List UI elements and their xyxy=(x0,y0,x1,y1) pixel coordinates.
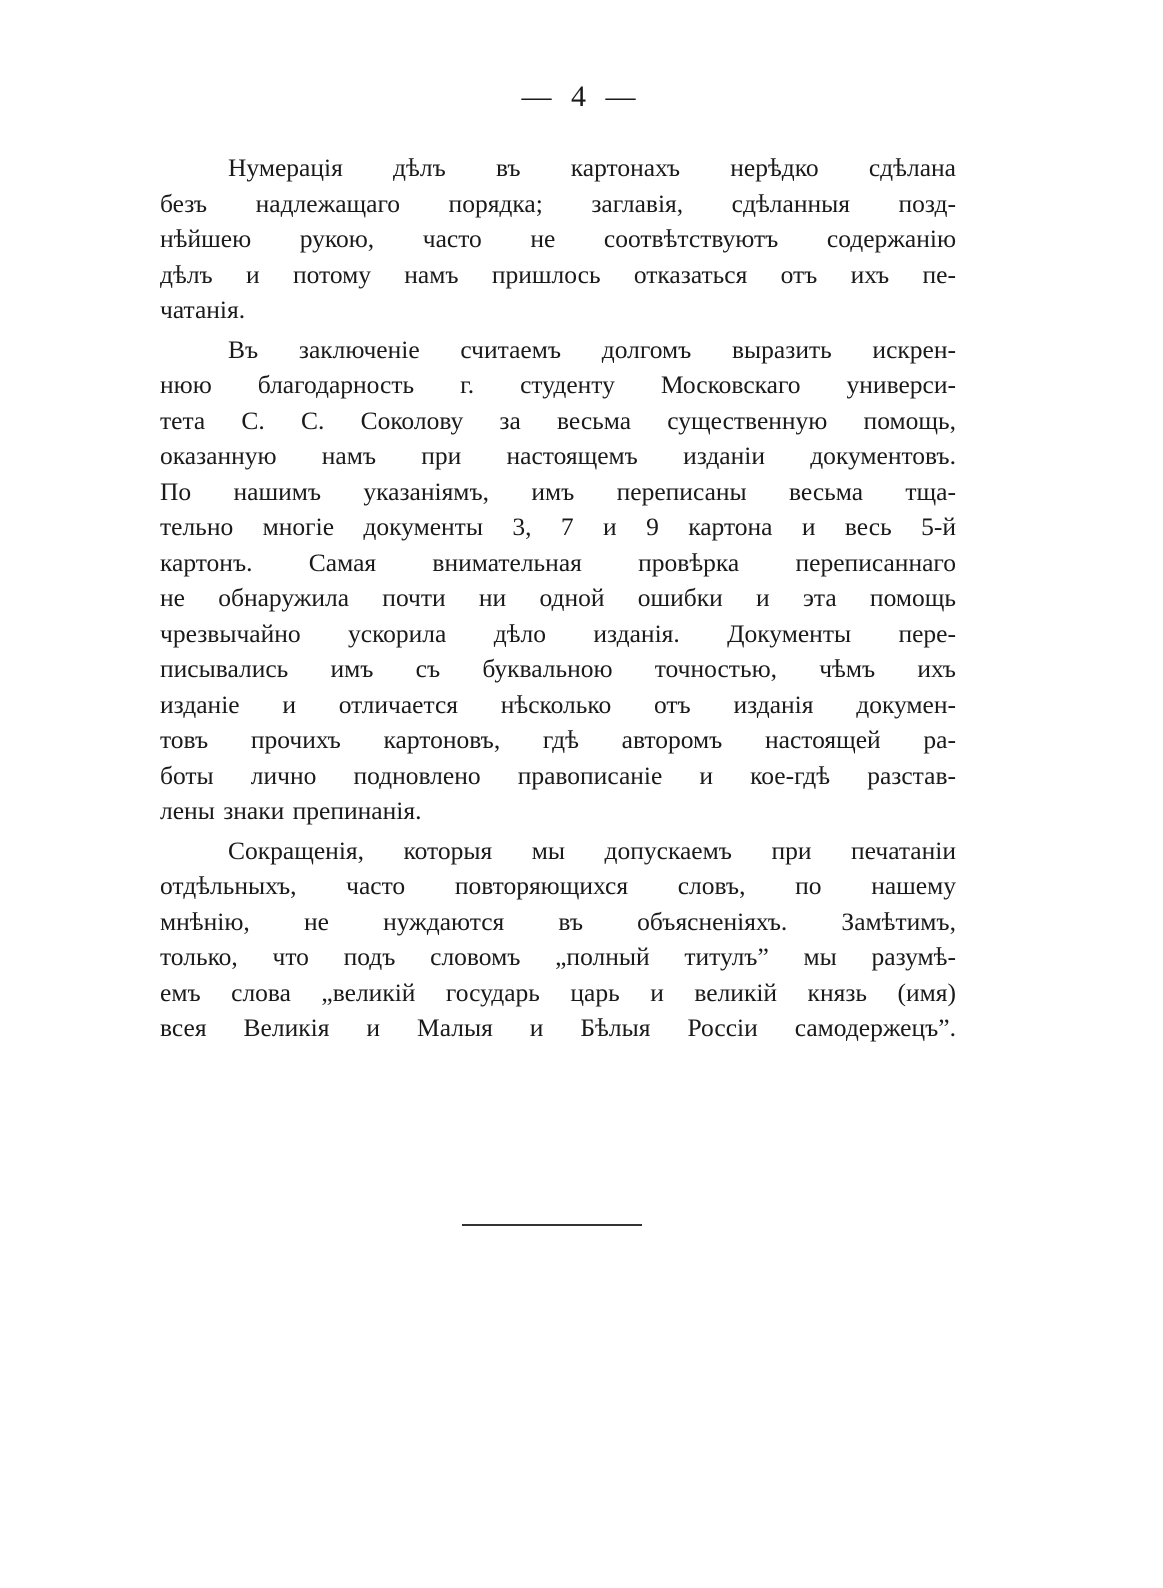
text-line: Въ заключеніе считаемъ долгомъ выразить искрен- xyxy=(228,334,956,364)
text-line: изданіе и отличается нѣсколько отъ изданія докумен- xyxy=(160,689,956,719)
text-line: нюю благодарность г. студенту Московскаго универси- xyxy=(160,370,956,399)
paragraph-1 xyxy=(160,150,956,328)
text-line: товъ прочихъ картоновъ, гдѣ авторомъ настоящей ра- xyxy=(160,725,956,754)
text-line: емъ слова „великій государь царь и великій князь (имя) xyxy=(160,977,956,1007)
paragraph-2 xyxy=(160,332,956,829)
text-line: По нашимъ указаніямъ, имъ переписаны весьма тща- xyxy=(160,476,956,506)
text-line: лены знаки препинанія. xyxy=(160,796,422,825)
text-line: всея Великія и Малыя и Бѣлыя Россіи самодержецъ”. xyxy=(160,1013,956,1042)
text-line: чатанія. xyxy=(160,295,246,324)
text-line: отдѣльныхъ, часто повторяющихся словъ, по нашему xyxy=(160,871,956,900)
paragraph-3 xyxy=(160,833,956,1046)
section-end-rule xyxy=(462,1224,642,1226)
text-line: только, что подъ словомъ „полный титулъ” мы разумѣ- xyxy=(160,942,956,971)
text-line: чрезвычайно ускорила дѣло изданія. Документы пере- xyxy=(160,618,956,648)
text-line: не обнаружила почти ни одной ошибки и эта помощь xyxy=(160,583,956,612)
text-line: картонъ. Самая внимательная провѣрка переписаннаго xyxy=(160,547,956,577)
text-line: оказанную намъ при настоящемъ изданіи документовъ. xyxy=(160,441,956,470)
page-number: — 4 — xyxy=(521,80,642,113)
text-line: безъ надлежащаго порядка; заглавія, сдѣланныя позд- xyxy=(160,188,956,218)
text-line: тельно многіе документы 3, 7 и 9 картона и весь 5-й xyxy=(160,512,956,541)
text-line: писывались имъ съ буквальною точностью, чѣмъ ихъ xyxy=(160,654,956,683)
body-text xyxy=(160,150,956,1046)
text-line: Сокращенія, которыя мы допускаемъ при печатаніи xyxy=(228,835,956,865)
text-line: мнѣнію, не нуждаются въ объясненіяхъ. Замѣтимъ, xyxy=(160,906,956,936)
text-line: Нумерація дѣлъ въ картонахъ нерѣдко сдѣлана xyxy=(228,153,956,182)
text-line: тета С. С. Соколову за весьма существенную помощь, xyxy=(160,405,956,435)
text-line: дѣлъ и потому намъ пришлось отказаться отъ ихъ пе- xyxy=(160,259,956,289)
text-line: боты лично подновлено правописаніе и кое-гдѣ разстав- xyxy=(160,760,956,790)
text-line: нѣйшею рукою, часто не соотвѣтствуютъ содержанію xyxy=(160,224,956,253)
